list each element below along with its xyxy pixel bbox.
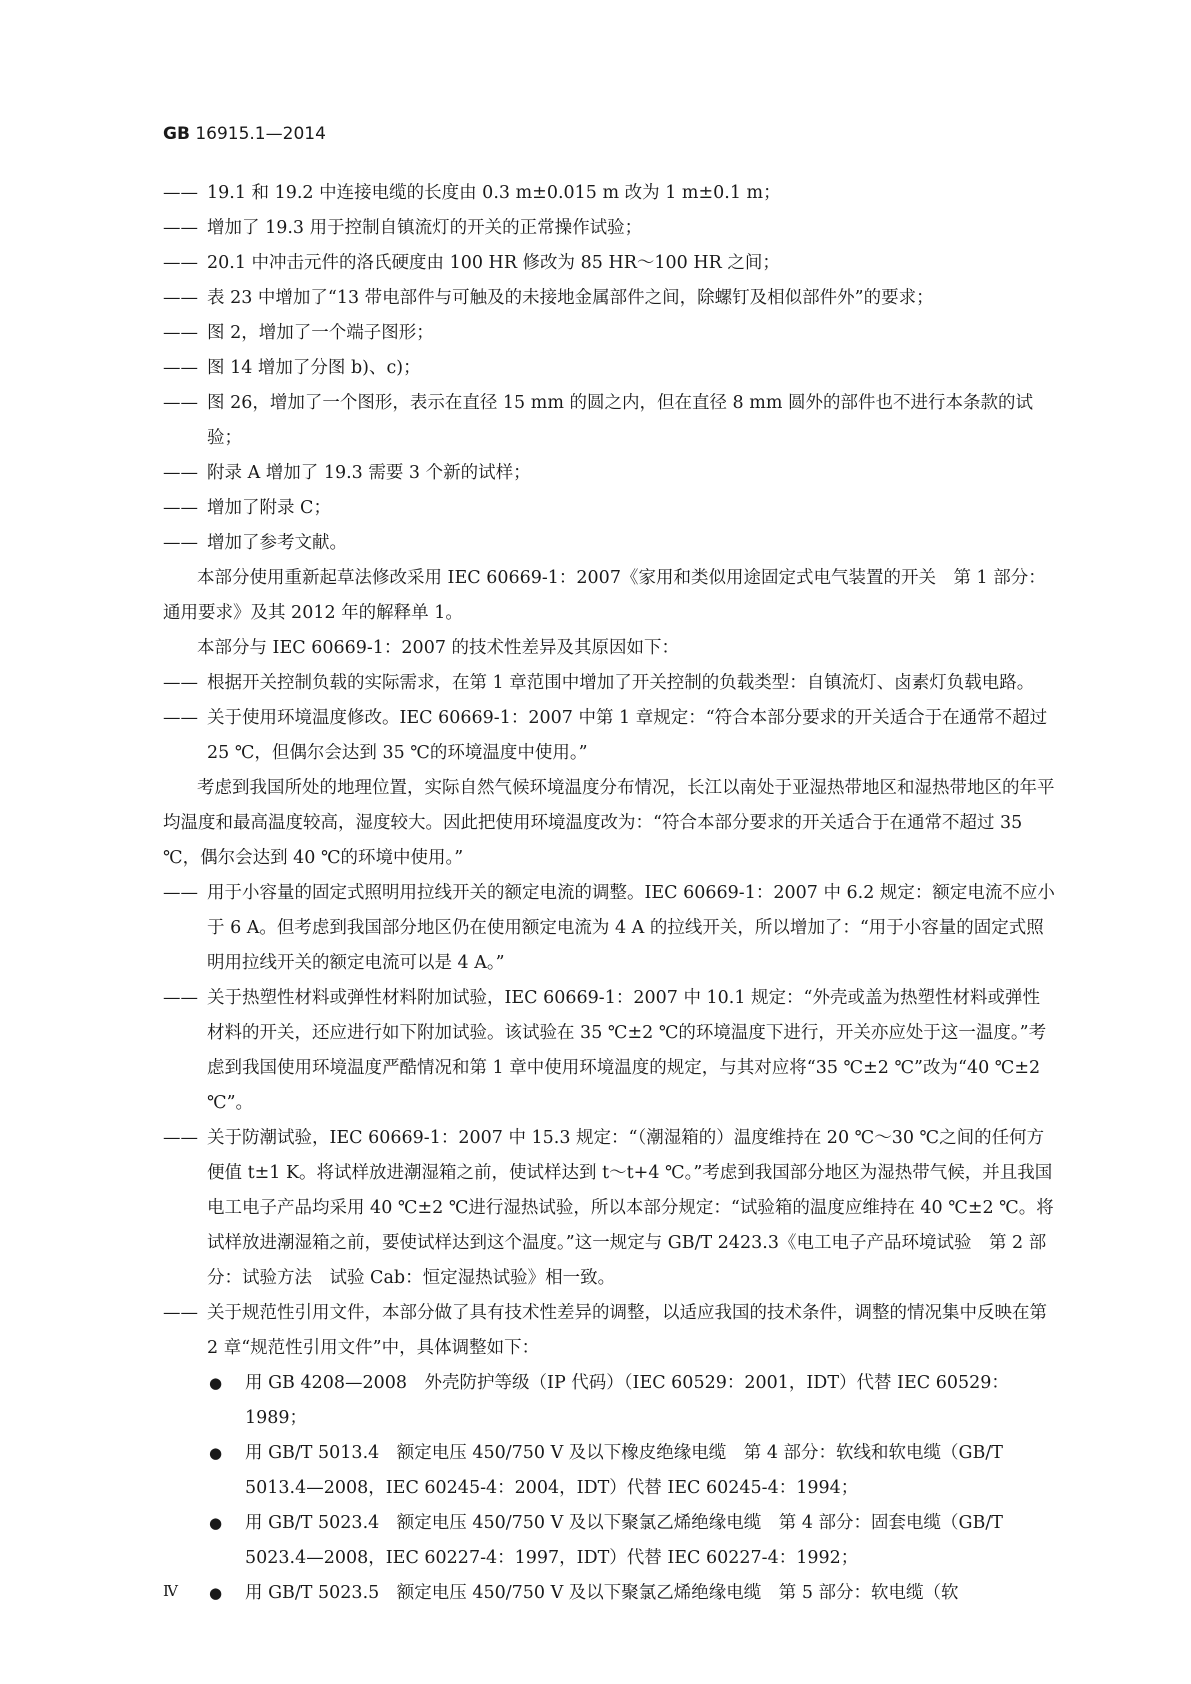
dash-mark: —— — [163, 358, 198, 378]
change-item: —— 20.1 中冲击元件的洛氏硬度由 100 HR 修改为 85 HR～100 HR 之间； — [163, 246, 1056, 281]
difference-item: —— 关于使用环境温度修改。IEC 60669-1：2007 中第 1 章规定：“符合本部分要求的开关适合于在通常不超过 25 ℃，但偶尔会达到 35 ℃的环境温度中使用。” — [163, 701, 1056, 771]
dash-mark: —— — [163, 323, 198, 343]
change-item: —— 表 23 中增加了“13 带电部件与可触及的未接地金属部件之间，除螺钉及相似部件外”的要求； — [163, 281, 1056, 316]
difference-item: —— 关于热塑性材料或弹性材料附加试验，IEC 60669-1：2007 中 10.1 规定：“外壳或盖为热塑性材料或弹性材料的开关，还应进行如下附加试验。该试验在 35 ℃±2 ℃的环境温度下进行，开关亦应处于这一温度。”考虑到我国使用环境温度严酷情况和第 1 章中使用环境温度的规定，与其对应将“35 ℃±2 ℃”改为“40 ℃±2 ℃”。 — [163, 981, 1056, 1121]
reference-item: ● 用 GB/T 5023.4 额定电压 450/750 V 及以下聚氯乙烯绝缘电缆 第 4 部分：固套电缆（GB/T 5023.4—2008，IEC 60227-4：1997，IDT）代替 IEC 60227-4：1992； — [163, 1506, 1056, 1576]
change-item: —— 19.1 和 19.2 中连接电缆的长度由 0.3 m±0.015 m 改为 1 m±0.1 m； — [163, 176, 1056, 211]
bullet-icon: ● — [209, 1444, 223, 1462]
document-header — [163, 124, 326, 144]
change-item: —— 图 2，增加了一个端子图形； — [163, 316, 1056, 351]
dash-mark: —— — [163, 218, 198, 238]
standard-prefix: GB — [163, 124, 190, 144]
dash-mark: —— — [163, 393, 198, 413]
dash-mark: —— — [163, 253, 198, 273]
difference-item: —— 关于规范性引用文件，本部分做了具有技术性差异的调整，以适应我国的技术条件，调整的情况集中反映在第 2 章“规范性引用文件”中，具体调整如下： — [163, 1296, 1056, 1366]
climate-paragraph: 考虑到我国所处的地理位置，实际自然气候环境温度分布情况，长江以南处于亚湿热带地区和湿热带地区的年平均温度和最高温度较高，湿度较大。因此把使用环境温度改为：“符合本部分要求的开关适合于在通常不超过 35 ℃，偶尔会达到 40 ℃的环境中使用。” — [163, 778, 1055, 868]
difference-item: —— 关于防潮试验，IEC 60669-1：2007 中 15.3 规定：“（潮湿箱的）温度维持在 20 ℃～30 ℃之间的任何方便值 t±1 K。将试样放进潮湿箱之前，使试样达到 t～t+4 ℃。”考虑到我国部分地区为湿热带气候，并且我国电工电子产品均采用 40 ℃±2 ℃进行湿热试验，所以本部分规定：“试验箱的温度应维持在 40 ℃±2 ℃。将试样放进潮湿箱之前，要使试样达到这个温度。”这一规定与 GB/T 2423.3《电工电子产品环境试验 第 2 部分：试验方法 试验 Cab：恒定湿热试验》相一致。 — [163, 1121, 1056, 1296]
change-item: —— 图 26，增加了一个图形，表示在直径 15 mm 的圆之内，但在直径 8 mm 圆外的部件也不进行本条款的试验； — [163, 386, 1056, 456]
dash-mark: —— — [163, 673, 198, 693]
dash-mark: —— — [163, 708, 198, 728]
standard-number: 16915.1—2014 — [195, 124, 326, 144]
difference-item: —— 用于小容量的固定式照明用拉线开关的额定电流的调整。IEC 60669-1：2007 中 6.2 规定：额定电流不应小于 6 A。但考虑到我国部分地区仍在使用额定电流为 4 A 的拉线开关，所以增加了：“用于小容量的固定式照明用拉线开关的额定电流可以是 4 A。” — [163, 876, 1056, 981]
reference-item: ● 用 GB/T 5013.4 额定电压 450/750 V 及以下橡皮绝缘电缆 第 4 部分：软线和软电缆（GB/T 5013.4—2008，IEC 60245-4：2004，IDT）代替 IEC 60245-4：1994； — [163, 1436, 1056, 1506]
bullet-icon: ● — [209, 1584, 223, 1602]
dash-mark: —— — [163, 883, 198, 903]
change-item: —— 增加了附录 C； — [163, 491, 1056, 526]
page-content — [163, 176, 1056, 1611]
adoption-paragraph: 本部分使用重新起草法修改采用 IEC 60669-1：2007《家用和类似用途固定式电气装置的开关 第 1 部分：通用要求》及其 2012 年的解释单 1。 — [163, 568, 1046, 623]
dash-mark: —— — [163, 288, 198, 308]
change-item: —— 图 14 增加了分图 b)、c)； — [163, 351, 1056, 386]
dash-mark: —— — [163, 988, 198, 1008]
reference-item: ● 用 GB/T 5023.5 额定电压 450/750 V 及以下聚氯乙烯绝缘电缆 第 5 部分：软电缆（软 — [163, 1576, 1056, 1611]
differences-intro: 本部分与 IEC 60669-1：2007 的技术性差异及其原因如下： — [197, 638, 680, 658]
bullet-icon: ● — [209, 1374, 223, 1392]
dash-mark: —— — [163, 183, 198, 203]
change-item: —— 附录 A 增加了 19.3 需要 3 个新的试样； — [163, 456, 1056, 491]
change-item: —— 增加了参考文献。 — [163, 526, 1056, 561]
bullet-icon: ● — [209, 1514, 223, 1532]
difference-item: —— 根据开关控制负载的实际需求，在第 1 章范围中增加了开关控制的负载类型：自镇流灯、卤素灯负载电路。 — [163, 666, 1056, 701]
change-item: —— 增加了 19.3 用于控制自镇流灯的开关的正常操作试验； — [163, 211, 1056, 246]
page-number: Ⅳ — [163, 1582, 178, 1600]
dash-mark: —— — [163, 1303, 198, 1323]
dash-mark: —— — [163, 533, 198, 553]
dash-mark: —— — [163, 498, 198, 518]
reference-item: ● 用 GB 4208—2008 外壳防护等级（IP 代码）（IEC 60529：2001，IDT）代替 IEC 60529：1989； — [163, 1366, 1056, 1436]
dash-mark: —— — [163, 1128, 198, 1148]
dash-mark: —— — [163, 463, 198, 483]
